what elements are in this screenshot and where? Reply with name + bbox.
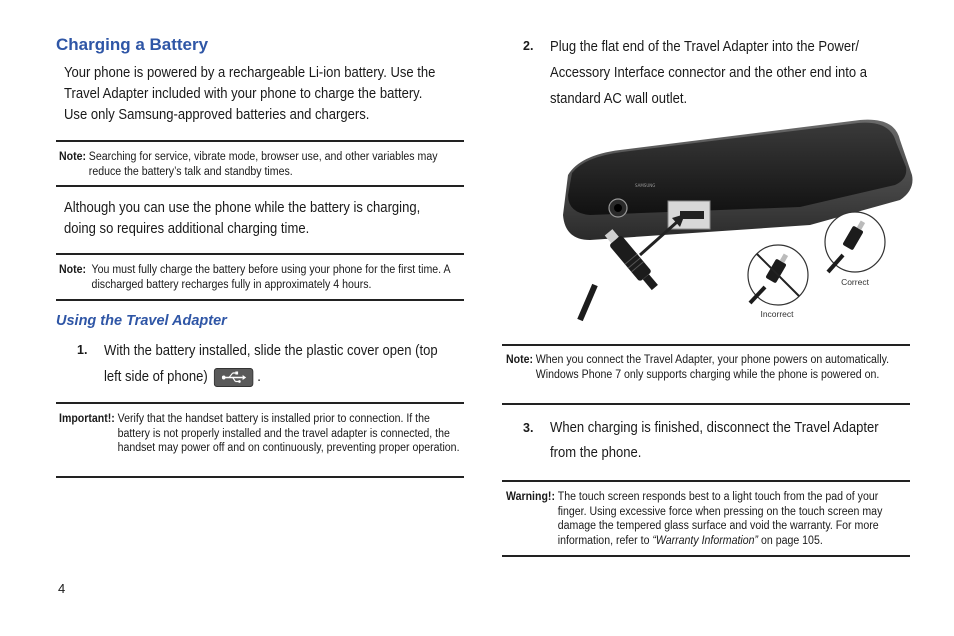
correct-diagram (825, 212, 885, 272)
step-line-end: . (257, 369, 261, 385)
page-title: Charging a Battery (56, 35, 209, 54)
intro-line: Travel Adapter included with your phone to charge the battery. (64, 86, 423, 102)
step-line: When charging is finished, disconnect the Travel Adapter (550, 420, 879, 436)
intro-paragraph (64, 63, 435, 126)
note-text: You must fully charge the battery before using your phone for the first time. A discharged battery recharges fully in approximately 4 hours. (91, 264, 450, 291)
section-subtitle: Using the Travel Adapter (56, 313, 227, 329)
warning-text (558, 490, 907, 548)
brand-mark: SAMSUNG (635, 183, 656, 188)
page-number: 4 (58, 581, 66, 596)
divider (502, 555, 910, 557)
note-text: When you connect the Travel Adapter, your phone powers on automatically. Windows Phone 7 only supports charging while the phone is powered on. (535, 354, 890, 381)
step-2-text (550, 34, 867, 112)
divider (56, 185, 464, 187)
warning-label: Warning!: (506, 491, 555, 503)
note-label: Note: (59, 264, 87, 276)
intro-line: Your phone is powered by a rechargeable Li-ion battery. Use the (64, 65, 436, 81)
paragraph-line: Although you can use the phone while the battery is charging, (64, 200, 421, 216)
divider (56, 402, 464, 404)
note-box (59, 150, 455, 179)
usb-icon (214, 368, 254, 387)
incorrect-diagram (748, 245, 808, 305)
divider (502, 480, 910, 482)
charging-paragraph (64, 198, 420, 240)
note-box (506, 353, 907, 382)
intro-line: Use only Samsung-approved batteries and chargers. (64, 107, 370, 123)
step-line: standard AC wall outlet. (550, 91, 688, 107)
correct-label: Correct (841, 277, 869, 287)
step-line: from the phone. (550, 445, 642, 461)
divider (502, 403, 910, 405)
step-number: 2. (523, 39, 534, 53)
warning-text-tail: on page 105. (758, 534, 823, 547)
note-text: Searching for service, vibrate mode, browser use, and other variables may reduce the battery’s talk and standby times. (88, 151, 438, 178)
step-line (104, 364, 438, 390)
step-number: 3. (523, 421, 534, 435)
paragraph-line: doing so requires additional charging time. (64, 221, 310, 237)
charging-illustration (560, 115, 925, 325)
step-number: 1. (77, 343, 88, 357)
important-label: Important!: (59, 413, 115, 425)
divider (56, 476, 464, 478)
divider (56, 253, 464, 255)
note-label: Note: (506, 354, 534, 366)
important-text: Verify that the handset battery is installed prior to connection. If the battery is not properly installed and the travel adapter is connected, the handset may power off and on continuously, preventing proper operation. (117, 413, 460, 454)
step-line: Accessory Interface connector and the other end into a (550, 65, 868, 81)
step-3-text (550, 416, 879, 466)
note-box (59, 263, 455, 292)
step-1-text (104, 338, 438, 390)
note-label: Note: (59, 151, 87, 163)
warranty-link[interactable]: “Warranty Information” (652, 534, 759, 547)
step-line-text: left side of phone) (104, 369, 208, 385)
step-line: Plug the flat end of the Travel Adapter into the Power/ (550, 39, 860, 55)
cable (580, 285, 595, 320)
incorrect-label: Incorrect (760, 309, 794, 319)
important-box (59, 412, 462, 456)
divider (56, 140, 464, 142)
warning-box (506, 490, 907, 548)
divider (56, 299, 464, 301)
divider (502, 344, 910, 346)
warning-text-main: The touch screen responds best to a light touch from the pad of your finger. Using excessive force when pressing on the touch screen may damage the tempered glass surface and void the warranty. For more information, refer to (557, 491, 883, 547)
step-line: With the battery installed, slide the plastic cover open (top (104, 343, 438, 359)
